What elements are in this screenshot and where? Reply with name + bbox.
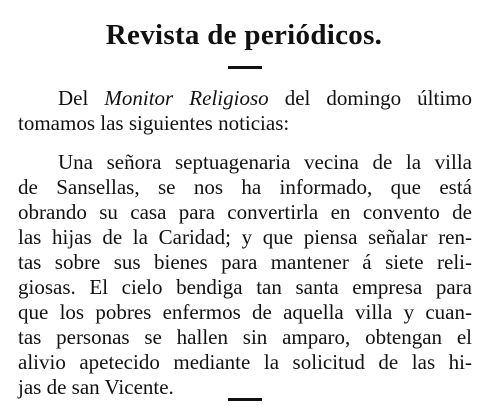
end-divider bbox=[228, 398, 262, 401]
intro-line-2: tomamos las siguientes noticias: bbox=[18, 111, 290, 135]
intro-text-a: Del bbox=[58, 86, 105, 110]
section-title: Revista de periódicos. bbox=[105, 19, 383, 51]
body-line: tas personas se hallen sin amparo, obtengan el bbox=[18, 325, 472, 349]
body-line: de Sansellas, se nos ha informado, que está bbox=[18, 175, 472, 199]
body-line: tas sobre sus bienes para mantener á siete reli- bbox=[18, 250, 472, 274]
body-line: obrando su casa para convertirla en convento de bbox=[18, 200, 472, 224]
periodical-name: Monitor Religioso bbox=[104, 86, 269, 110]
body-line: las hijas de la Caridad; y que piensa señalar ren- bbox=[18, 225, 472, 249]
body-line: que los pobres enfermos de aquella villa y cuan- bbox=[18, 300, 472, 324]
title-divider bbox=[228, 66, 262, 69]
body-line: Una señora septuagenaria vecina de la villa bbox=[58, 150, 472, 174]
body-line: jas de san Vicente. bbox=[18, 375, 174, 399]
body-line: alivio apetecido mediante la solicitud de las hi- bbox=[18, 350, 472, 374]
intro-text-b: del domingo último bbox=[268, 86, 472, 110]
intro-line-1 bbox=[58, 86, 472, 110]
body-line: giosas. El cielo bendiga tan santa empresa para bbox=[18, 275, 472, 299]
